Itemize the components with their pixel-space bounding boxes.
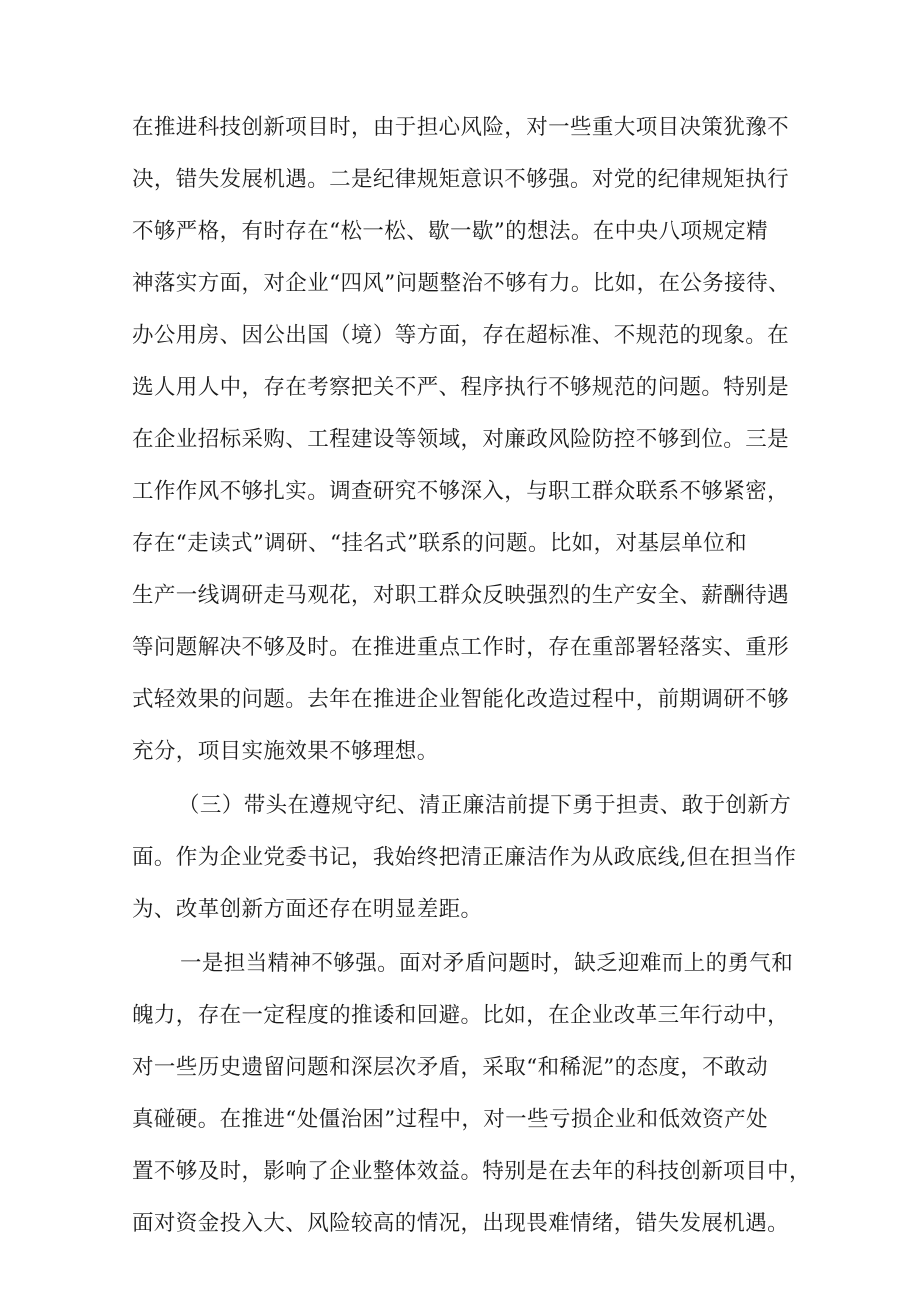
text-line: 对一些历史遗留问题和深层次矛盾，采取“和稀泥”的态度，不敢动 — [132, 1055, 768, 1080]
text-line: 工作作风不够扎实。调查研究不够深入，与职工群众联系不够紧密， — [132, 479, 790, 504]
text-line: 决，错失发展机遇。二是纪律规矩意识不够强。对党的纪律规矩执行 — [132, 167, 790, 192]
text-line: 魄力，存在一定程度的推诿和回避。比如，在企业改革三年行动中， — [132, 1003, 790, 1028]
text-line: 为、改革创新方面还存在明显差距。 — [132, 897, 483, 922]
text-line: 充分，项目实施效果不够理想。 — [132, 739, 439, 764]
text-line: 不够严格，有时存在“松一松、歇一歇”的想法。在中央八项规定精 — [132, 219, 768, 244]
text-line: 在推进科技创新项目时，由于担心风险，对一些重大项目决策犹豫不 — [132, 115, 790, 140]
text-line: 等问题解决不够及时。在推进重点工作时，存在重部署轻落实、重形 — [132, 635, 790, 660]
text-line: 在企业招标采购、工程建设等领域，对廉政风险防控不够到位。三是 — [132, 427, 790, 452]
text-line: 式轻效果的问题。去年在推进企业智能化改造过程中，前期调研不够 — [132, 687, 790, 712]
section-heading: （三）带头在遵规守纪、清正廉洁前提下勇于担责、敢于创新方 — [178, 793, 792, 818]
text-line: 生产一线调研走马观花，对职工群众反映强烈的生产安全、薪酬待遇 — [132, 583, 790, 608]
text-line: 办公用房、因公出国（境）等方面，存在超标准、不规范的现象。在 — [132, 323, 790, 348]
text-line: 神落实方面，对企业“四风”问题整治不够有力。比如，在公务接待、 — [132, 271, 790, 296]
text-line: 面对资金投入大、风险较高的情况，出现畏难情绪，错失发展机遇。 — [132, 1211, 790, 1236]
text-line: 置不够及时，影响了企业整体效益。特别是在去年的科技创新项目中， — [132, 1159, 811, 1184]
text-line: 存在“走读式”调研、“挂名式”联系的问题。比如，对基层单位和 — [132, 531, 747, 556]
text-line: 真碰硬。在推进“处僵治困”过程中，对一些亏损企业和低效资产处 — [132, 1107, 768, 1132]
text-line: 面。作为企业党委书记，我始终把清正廉洁作为从政底线,但在担当作 — [132, 845, 797, 870]
text-line: 选人用人中，存在考察把关不严、程序执行不够规范的问题。特别是 — [132, 375, 790, 400]
text-line: 一是担当精神不够强。面对矛盾问题时，缺乏迎难而上的勇气和 — [180, 951, 794, 976]
